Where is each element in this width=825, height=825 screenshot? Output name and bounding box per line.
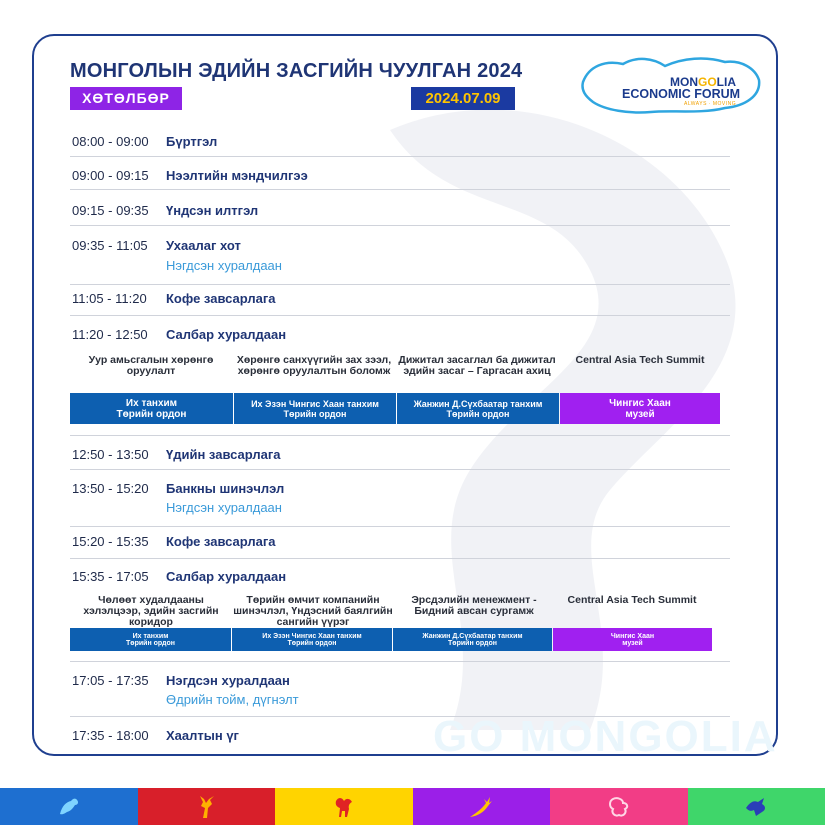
room-venue: Төрийн ордон — [126, 639, 175, 647]
room-venue: музей — [622, 639, 643, 647]
time-slot: 17:35 - 18:00 — [72, 728, 149, 743]
eagle-icon — [744, 796, 768, 818]
event-title: Банкны шинэчлэл — [166, 481, 285, 496]
time-slot: 09:15 - 09:35 — [72, 203, 149, 218]
time-slot: 11:20 - 12:50 — [72, 327, 148, 342]
room-name: Их танхим — [132, 632, 169, 640]
track-title: Төрийн өмчит компанийн шинэчлэл, Үндэсний баялгийн сангийн үүрэг — [233, 594, 393, 628]
room-venue: музей — [625, 408, 655, 420]
room-name: Их Эзэн Чингис Хаан танхим — [251, 398, 379, 409]
time-slot: 12:50 - 13:50 — [72, 447, 149, 462]
room-name: Жанжин Д.Сүхбаатар танхим — [422, 632, 523, 640]
deer-icon — [194, 794, 218, 820]
schedule-row — [70, 284, 730, 316]
schedule-row — [70, 435, 730, 470]
schedule-row — [70, 469, 730, 527]
dragon-icon — [607, 795, 631, 819]
room-name: Их танхим — [125, 397, 178, 409]
track-title: Central Asia Tech Summit — [567, 594, 697, 606]
event-subtitle: Нэгдсэн хуралдаан — [166, 500, 282, 515]
room-venue: Төрийн ордон — [116, 408, 187, 420]
time-slot: 09:35 - 11:05 — [72, 238, 148, 253]
room-venue: Төрийн ордон — [283, 408, 347, 419]
event-title: Хаалтын үг — [166, 728, 239, 743]
track-title: Чөлөөт худалдааны хэлэлцээр, эдийн засгийн коридор — [83, 594, 219, 628]
room-name: Чингис Хаан — [610, 632, 655, 640]
antler-icon — [468, 795, 494, 819]
room-venue: Төрийн ордон — [448, 639, 497, 647]
schedule-row — [70, 661, 730, 717]
horse-icon — [57, 796, 81, 818]
footer-segment — [275, 788, 413, 825]
goat-icon — [332, 795, 356, 819]
time-slot: 13:50 - 15:20 — [72, 481, 149, 496]
schedule-row — [70, 189, 730, 226]
room-badge — [393, 628, 552, 651]
room-badge — [232, 628, 392, 651]
track-title: Эрсдэлийн менежмент - Бидний авсан сургамж — [411, 594, 537, 617]
logo-line1: MONGOLIA — [670, 75, 737, 89]
room-badge — [560, 393, 720, 424]
time-slot: 08:00 - 09:00 — [72, 134, 149, 149]
room-venue: Төрийн ордон — [446, 408, 510, 419]
time-slot: 15:35 - 17:05 — [72, 569, 149, 584]
logo-tagline: ALWAYS · MOVING — [684, 101, 737, 107]
event-title: Үдийн завсарлага — [166, 447, 281, 462]
event-title: Ухаалаг хот — [166, 238, 241, 253]
event-title: Нээлтийн мэндчилгээ — [166, 168, 308, 183]
event-title: Бүртгэл — [166, 134, 218, 149]
event-subtitle: Нэгдсэн хуралдаан — [166, 258, 282, 273]
logo-line2: ECONOMIC FORUM — [622, 87, 741, 101]
schedule-row — [70, 156, 730, 190]
schedule-row — [70, 225, 730, 285]
event-title: Үндсэн илтгэл — [166, 203, 259, 218]
footer-segment — [413, 788, 551, 825]
event-title: Кофе завсарлага — [166, 291, 276, 306]
track-title: Дижитал засаглал ба дижитал эдийн засаг – Гаргасан ахиц — [398, 354, 556, 377]
program-badge: ХӨТӨЛБӨР — [70, 87, 182, 110]
room-badge — [70, 628, 231, 651]
event-title: Кофе завсарлага — [166, 534, 276, 549]
footer-segment — [138, 788, 276, 825]
footer-segment — [688, 788, 825, 825]
track-title: Хөрөнгө санхүүгийн зах зээл, хөрөнгө оруулалтын боломж — [236, 354, 392, 377]
track-title: Уур амьсгалын хөрөнгө оруулалт — [88, 354, 214, 377]
event-title: Нэгдсэн хуралдаан — [166, 673, 290, 688]
schedule-row — [70, 126, 730, 157]
track-title: Central Asia Tech Summit — [575, 354, 705, 366]
time-slot: 17:05 - 17:35 — [72, 673, 149, 688]
schedule-row — [70, 526, 730, 559]
room-badge — [70, 393, 233, 424]
event-subtitle: Өдрийн тойм, дүгнэлт — [166, 692, 299, 707]
footer-segment — [0, 788, 138, 825]
date-badge: 2024.07.09 — [411, 87, 515, 110]
event-title: Салбар хуралдаан — [166, 327, 287, 342]
room-badge — [553, 628, 712, 651]
room-badge — [234, 393, 396, 424]
event-title: Салбар хуралдаан — [166, 569, 287, 584]
room-name: Их Эзэн Чингис Хаан танхим — [262, 632, 362, 640]
room-name: Чингис Хаан — [609, 397, 671, 409]
footer-segment — [550, 788, 688, 825]
time-slot: 15:20 - 15:35 — [72, 534, 149, 549]
footer-band — [0, 788, 825, 825]
schedule-row — [70, 716, 730, 746]
room-venue: Төрийн ордон — [287, 639, 337, 647]
time-slot: 09:00 - 09:15 — [72, 168, 149, 183]
time-slot: 11:05 - 11:20 — [72, 291, 147, 306]
room-badge — [397, 393, 559, 424]
room-name: Жанжин Д.Сүхбаатар танхим — [413, 398, 543, 409]
watermark-text: GO MONGOLIA — [433, 712, 778, 761]
page-title: МОНГОЛЫН ЭДИЙН ЗАСГИЙН ЧУУЛГАН 2024 — [70, 60, 523, 82]
